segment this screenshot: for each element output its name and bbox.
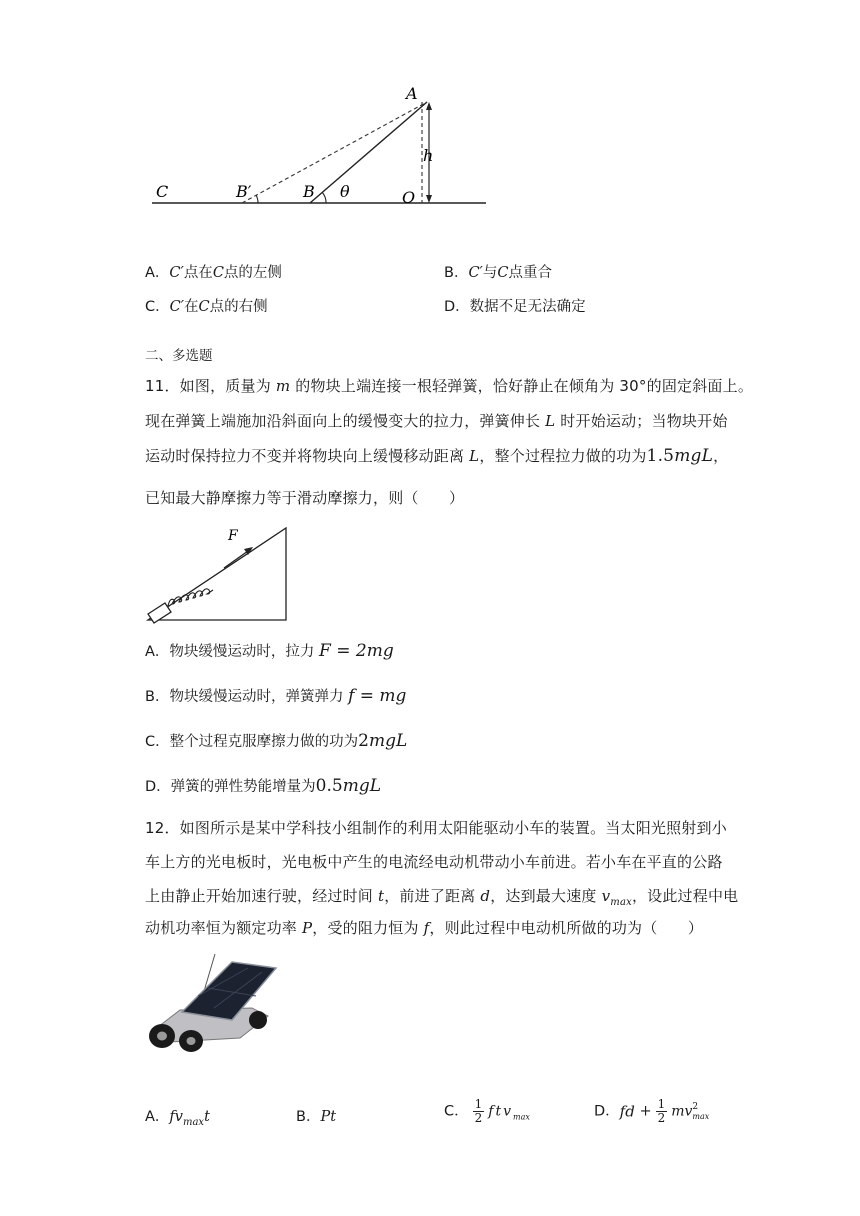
label-h: h	[423, 146, 434, 165]
dashed-abp	[242, 102, 427, 203]
label-a: A	[406, 84, 418, 103]
option-10b[interactable]: B．C′与C点重合	[444, 265, 552, 281]
section-title: 二、多选题	[145, 348, 213, 364]
front-wheel-hub	[157, 1032, 167, 1041]
option-10d[interactable]: D．数据不足无法确定	[444, 299, 586, 315]
q11-line-4: 已知最大静摩擦力等于滑动摩擦力，则（ ）	[145, 489, 465, 507]
label-c: C	[156, 182, 169, 201]
incline-triangle	[148, 528, 286, 620]
fraction-half: $\frac{1}{2}$	[657, 1097, 666, 1125]
spring-incline-figure	[140, 518, 295, 626]
option-11a[interactable]: A．物块缓慢运动时，拉力 F = 2mg	[145, 641, 394, 661]
angle-arc-bp	[256, 195, 258, 203]
label-b-prime: B′	[236, 182, 252, 201]
q11-line-1: 11．如图，质量为 m 的物块上端连接一根轻弹簧，恰好静止在倾角为 30°的固定斜面上。	[145, 377, 754, 395]
option-11b[interactable]: B．物块缓慢运动时，弹簧弹力 f = mg	[145, 686, 407, 706]
option-12a[interactable]: A．$fv_{max}t$	[145, 1109, 210, 1128]
rear-wheel-hub	[187, 1037, 196, 1045]
angle-arc-b	[322, 192, 326, 203]
label-b: B	[303, 182, 315, 201]
option-10c[interactable]: C．C′在C点的右侧	[145, 299, 268, 315]
force-arrow	[224, 551, 248, 568]
label-o: O	[402, 188, 416, 207]
option-11d[interactable]: D．弹簧的弹性势能增量为0.5mgL	[145, 776, 382, 796]
label-theta: θ	[340, 182, 350, 201]
q11-line-3: 运动时保持拉力不变并将物块向上缓慢移动距离 L，整个过程拉力做的功为1.5mgL，	[145, 446, 729, 466]
fraction-half: $\frac{1}{2}$	[474, 1097, 483, 1125]
option-11c[interactable]: C．整个过程克服摩擦力做的功为2mgL	[145, 731, 408, 751]
arrow-head-up	[426, 102, 432, 110]
option-10a[interactable]: A．C′点在C点的左侧	[145, 265, 282, 281]
q12-line-3: 上由静止开始加速行驶，经过时间 t，前进了距离 d，达到最大速度 $v_{max}$，设此过程中电	[145, 887, 739, 908]
back-wheel	[249, 1011, 267, 1029]
incline-geometry-figure	[140, 78, 500, 213]
label-f-force: F	[228, 528, 238, 544]
arrow-head-down	[426, 195, 432, 203]
q11-line-2: 现在弹簧上端施加沿斜面向上的缓慢变大的拉力，弹簧伸长 L 时开始运动；当物块开始	[145, 412, 728, 430]
option-12d[interactable]: D．fd + $\frac{1}{2}$ mv 2 max	[594, 1097, 710, 1125]
option-12c[interactable]: C． $\frac{1}{2}$ ftv$_{max}$	[444, 1097, 530, 1125]
option-12b[interactable]: B．Pt	[296, 1109, 337, 1125]
q12-line-4: 动机功率恒为额定功率 P，受的阻力恒为 f，则此过程中电动机所做的功为（ ）	[145, 919, 704, 937]
q12-line-1: 12．如图所示是某中学科技小组制作的利用太阳能驱动小车的装置。当太阳光照射到小	[145, 819, 727, 837]
solar-car-image	[140, 950, 280, 1055]
q12-line-2: 车上方的光电板时，光电板中产生的电流经电动机带动小车前进。若小车在平直的公路	[145, 853, 723, 871]
